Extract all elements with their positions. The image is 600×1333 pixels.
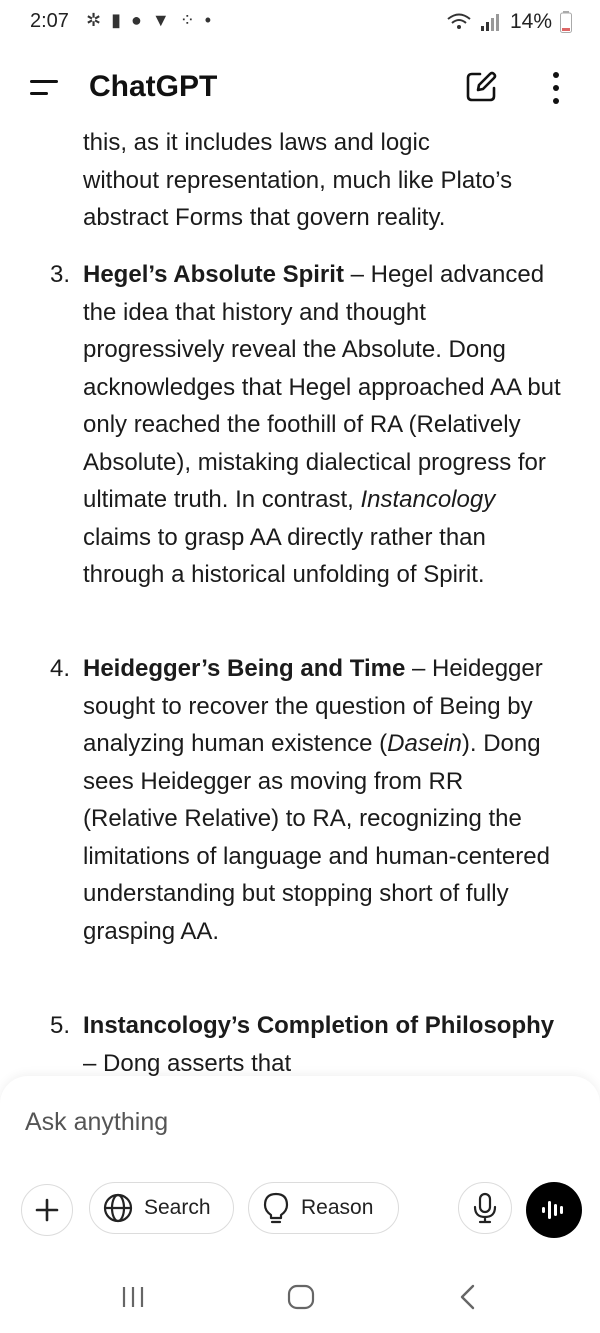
wifi-icon — [446, 12, 472, 32]
status-time: 2:07 — [30, 10, 69, 32]
text-line: without representation, much like Plato’s — [83, 166, 513, 194]
list-number: 5. — [50, 1012, 71, 1039]
reason-label: Reason — [301, 1196, 374, 1219]
dictation-button[interactable] — [458, 1182, 512, 1234]
item-body: – Dong asserts that — [83, 1049, 292, 1076]
text-line: abstract Forms that govern reality. — [83, 204, 446, 231]
item-heading: Instancology’s Completion of Philosophy — [83, 1012, 555, 1039]
search-button[interactable] — [89, 1182, 234, 1234]
recent-apps-icon[interactable] — [120, 1284, 146, 1310]
list-item-text — [83, 256, 563, 594]
home-icon[interactable] — [287, 1284, 315, 1310]
notification-icons — [86, 10, 211, 31]
more-vertical-icon[interactable] — [544, 70, 568, 106]
more-notifications-dot-icon: • — [204, 10, 212, 30]
voice-mode-icon — [540, 1199, 568, 1221]
lightbulb-icon — [261, 1191, 291, 1225]
menu-icon[interactable] — [30, 78, 58, 98]
system-status — [446, 10, 572, 34]
status-bar — [0, 0, 600, 44]
message-content — [0, 120, 600, 1076]
list-number: 3. — [50, 261, 71, 288]
voice-mode-button[interactable] — [526, 1182, 582, 1238]
list-item-text — [83, 1007, 563, 1076]
globe-icon — [102, 1192, 134, 1224]
system-navigation-bar — [0, 1262, 600, 1332]
list-number: 4. — [50, 655, 71, 682]
microphone-icon — [472, 1192, 498, 1224]
battery-percent: 14% — [509, 10, 552, 33]
item-emphasis: Dasein — [387, 730, 462, 757]
item-body: – Hegel advanced the idea that history and thought progressively reveal the Absolute. Dong acknowledges that Hegel approached AA but only reached the foothill of RA (Relatively Absolute), mistaking dialectical progress for ultimate truth. In contrast, — [83, 261, 561, 513]
plus-icon — [35, 1198, 59, 1222]
item-body-end: claims to grasp AA directly rather than through a historical unfolding of Spirit. — [83, 523, 486, 588]
ask-input[interactable] — [25, 1102, 565, 1142]
previous-paragraph-tail — [83, 124, 583, 237]
add-attachment-button[interactable] — [21, 1184, 73, 1236]
search-label: Search — [144, 1196, 211, 1219]
battery-icon — [560, 11, 572, 33]
lock-notification-icon: ▮ — [111, 10, 121, 30]
list-item-text — [83, 650, 563, 950]
text-line: this, as it includes laws and logic — [83, 129, 430, 156]
bag-notification-icon: ▼ — [151, 10, 170, 30]
signal-icon — [480, 12, 502, 32]
edit-icon[interactable] — [464, 70, 498, 104]
item-heading: Hegel’s Absolute Spirit — [83, 261, 344, 288]
app-notification-icon: ✲ — [86, 10, 102, 30]
grid-notification-icon: ⁘ — [179, 10, 195, 30]
reason-button[interactable] — [248, 1182, 399, 1234]
item-body-end: ). Dong sees Heidegger as moving from RR (Relative Relative) to RA, recognizing the limitations of language and human-centered understanding but stopping short of fully grasping AA. — [83, 730, 550, 945]
item-emphasis: Instancology — [360, 486, 496, 513]
item-body: – Heidegger sought to recover the question of Being by analyzing human existence ( — [83, 655, 543, 757]
app-title: ChatGPT — [89, 70, 218, 103]
item-heading: Heidegger’s Being and Time — [83, 655, 406, 682]
app-header — [0, 56, 600, 120]
chat-notification-icon: ● — [131, 10, 142, 30]
back-icon[interactable] — [458, 1284, 478, 1310]
